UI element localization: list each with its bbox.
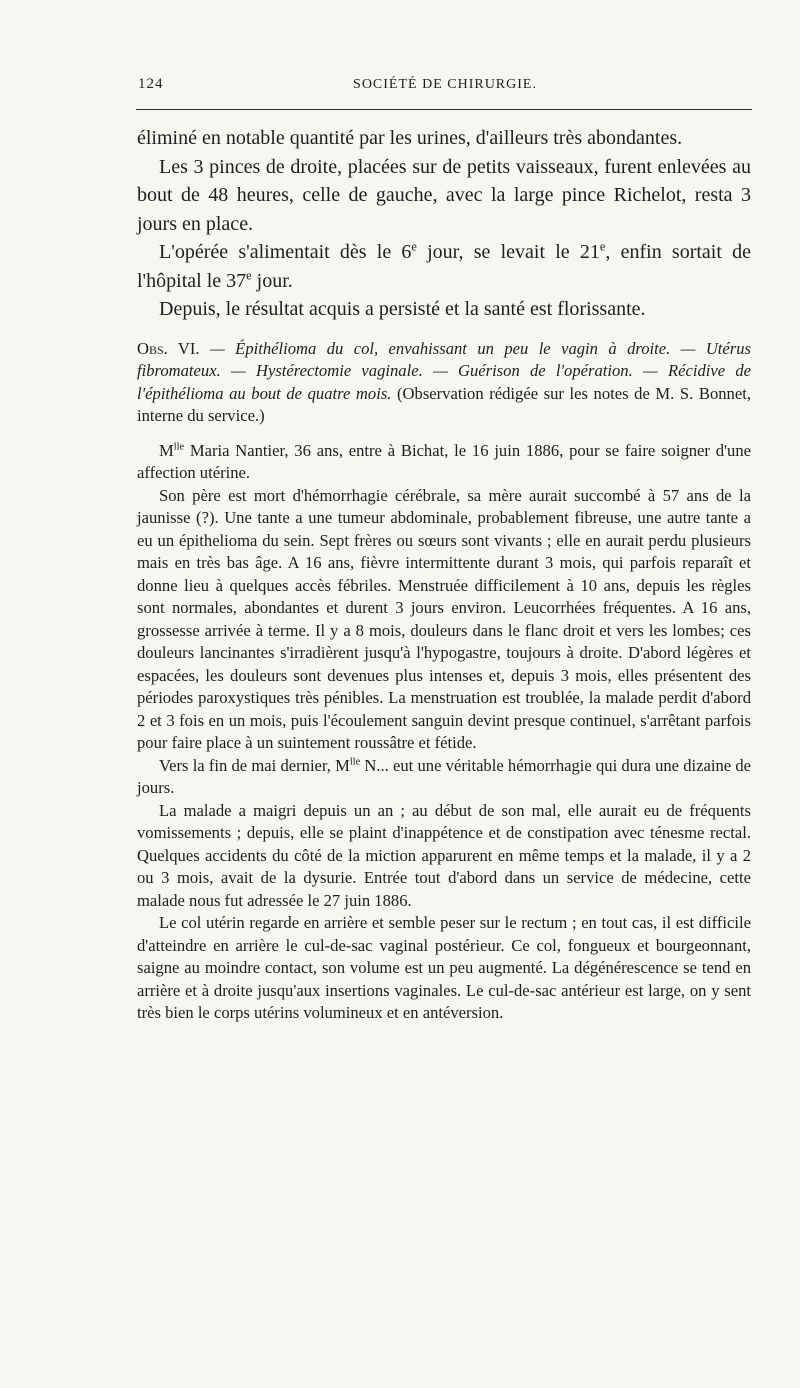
page-body — [137, 124, 751, 1025]
large-text-section — [137, 124, 751, 324]
paragraph: L'opérée s'alimentait dès le 6e jour, se levait le 21e, enfin sortait de l'hôpital le 37e jour. — [137, 239, 751, 292]
observation-heading — [137, 338, 751, 428]
paragraph: Les 3 pinces de droite, placées sur de petits vaisseaux, furent enlevées au bout de 48 heures, celle de gauche, avec la large pince Richelot, resta 3 jours en place. — [137, 155, 751, 235]
paragraph: Le col utérin regarde en arrière et semble peser sur le rectum ; en tout cas, il est difficile d'atteindre en arrière le cul-de-sac vaginal postérieur. Ce col, fongueux et bourgeonnant, saigne au moindre contact, son volume est un peu augmenté. La dégénérescence se tend en arrière et à droite jusqu'aux insertions vaginales. Le cul-de-sac antérieur est large, on y sent très bien le corps utérins volumineux et en antéversion. — [137, 913, 751, 1022]
small-text-section — [137, 338, 751, 1025]
observation-title: — Épithélioma du col, envahissant un peu le vagin à droite. — Utérus fibromateux. — Hystérectomie vaginale. — Guérison de l'opération. — Récidive de l'épithélioma au bout de quatre mois. — [137, 338, 751, 403]
paragraph: Son père est mort d'hémorrhagie cérébrale, sa mère aurait succombé à 57 ans de la jaunisse (?). Une tante a une tumeur abdominale, probablement fibreuse, une autre tante a eu un épithelioma du sein. Sept frères ou sœurs sont vivants ; elle en aurait perdu plusieurs mais en très bas âge. A 16 ans, fièvre intermittente durant 3 mois, qui parfois reparaît et donne lieu à quelques accès fébriles. Menstruée difficilement à 10 ans, depuis les règles sont normales, abondantes et durent 3 jours environ. Leucorrhées fréquentes. A 16 ans, grossesse arrivée à terme. Il y a 8 mois, douleurs dans le flanc droit et vers les lombes; ces douleurs lancinantes s'irradièrent jusqu'à l'hypogastre, toujours à droite. D'abord légères et espacées, les douleurs sont devenues plus intenses et, depuis 3 mois, elles présentent des périodes paroxystiques très pénibles. La menstruation est troublée, la malade perdit d'abord 2 et 3 fois en un mois, puis l'écoulement sanguin devint presque continuel, s'arrêtant parfois pour faire place à un suintement roussâtre et fétide. — [137, 485, 751, 752]
paragraph: $M^{lle}$ Maria Nantier, 36 ans, entre à Bichat, le 16 juin 1886, pour se faire soigner d'une affection utérine. — [137, 440, 751, 482]
running-title: SOCIÉTÉ DE CHIRURGIE. — [353, 77, 537, 92]
paragraph: Depuis, le résultat acquis a persisté et la santé est florissante. — [159, 298, 646, 320]
observation-label: Obs. VI. — [137, 338, 200, 358]
paragraph: La malade a maigri depuis un an ; au début de son mal, elle aurait eu de fréquents vomissements ; depuis, elle se plaint d'inappétence et de constipation avec ténesme rectal. Quelques accidents du côté de la miction apparurent en même temps et la malade, il y a 2 ou 3 mois, avait de la dysurie. Entrée tout d'abord dans un service de médecine, cette malade nous fut adressée le 27 juin 1886. — [137, 800, 751, 910]
page-number: 124 — [138, 76, 164, 92]
paragraph: Vers la fin de mai dernier, $M^{lle}$ N... eut une véritable hémorrhagie qui dura une dizaine de jours. — [137, 755, 752, 797]
paragraph: éliminé en notable quantité par les urines, d'ailleurs très abondantes. — [137, 127, 683, 149]
header-rule — [136, 109, 752, 110]
observation-note: (Observation rédigée sur les notes de M. S. Bonnet, interne du service.) — [137, 383, 751, 425]
